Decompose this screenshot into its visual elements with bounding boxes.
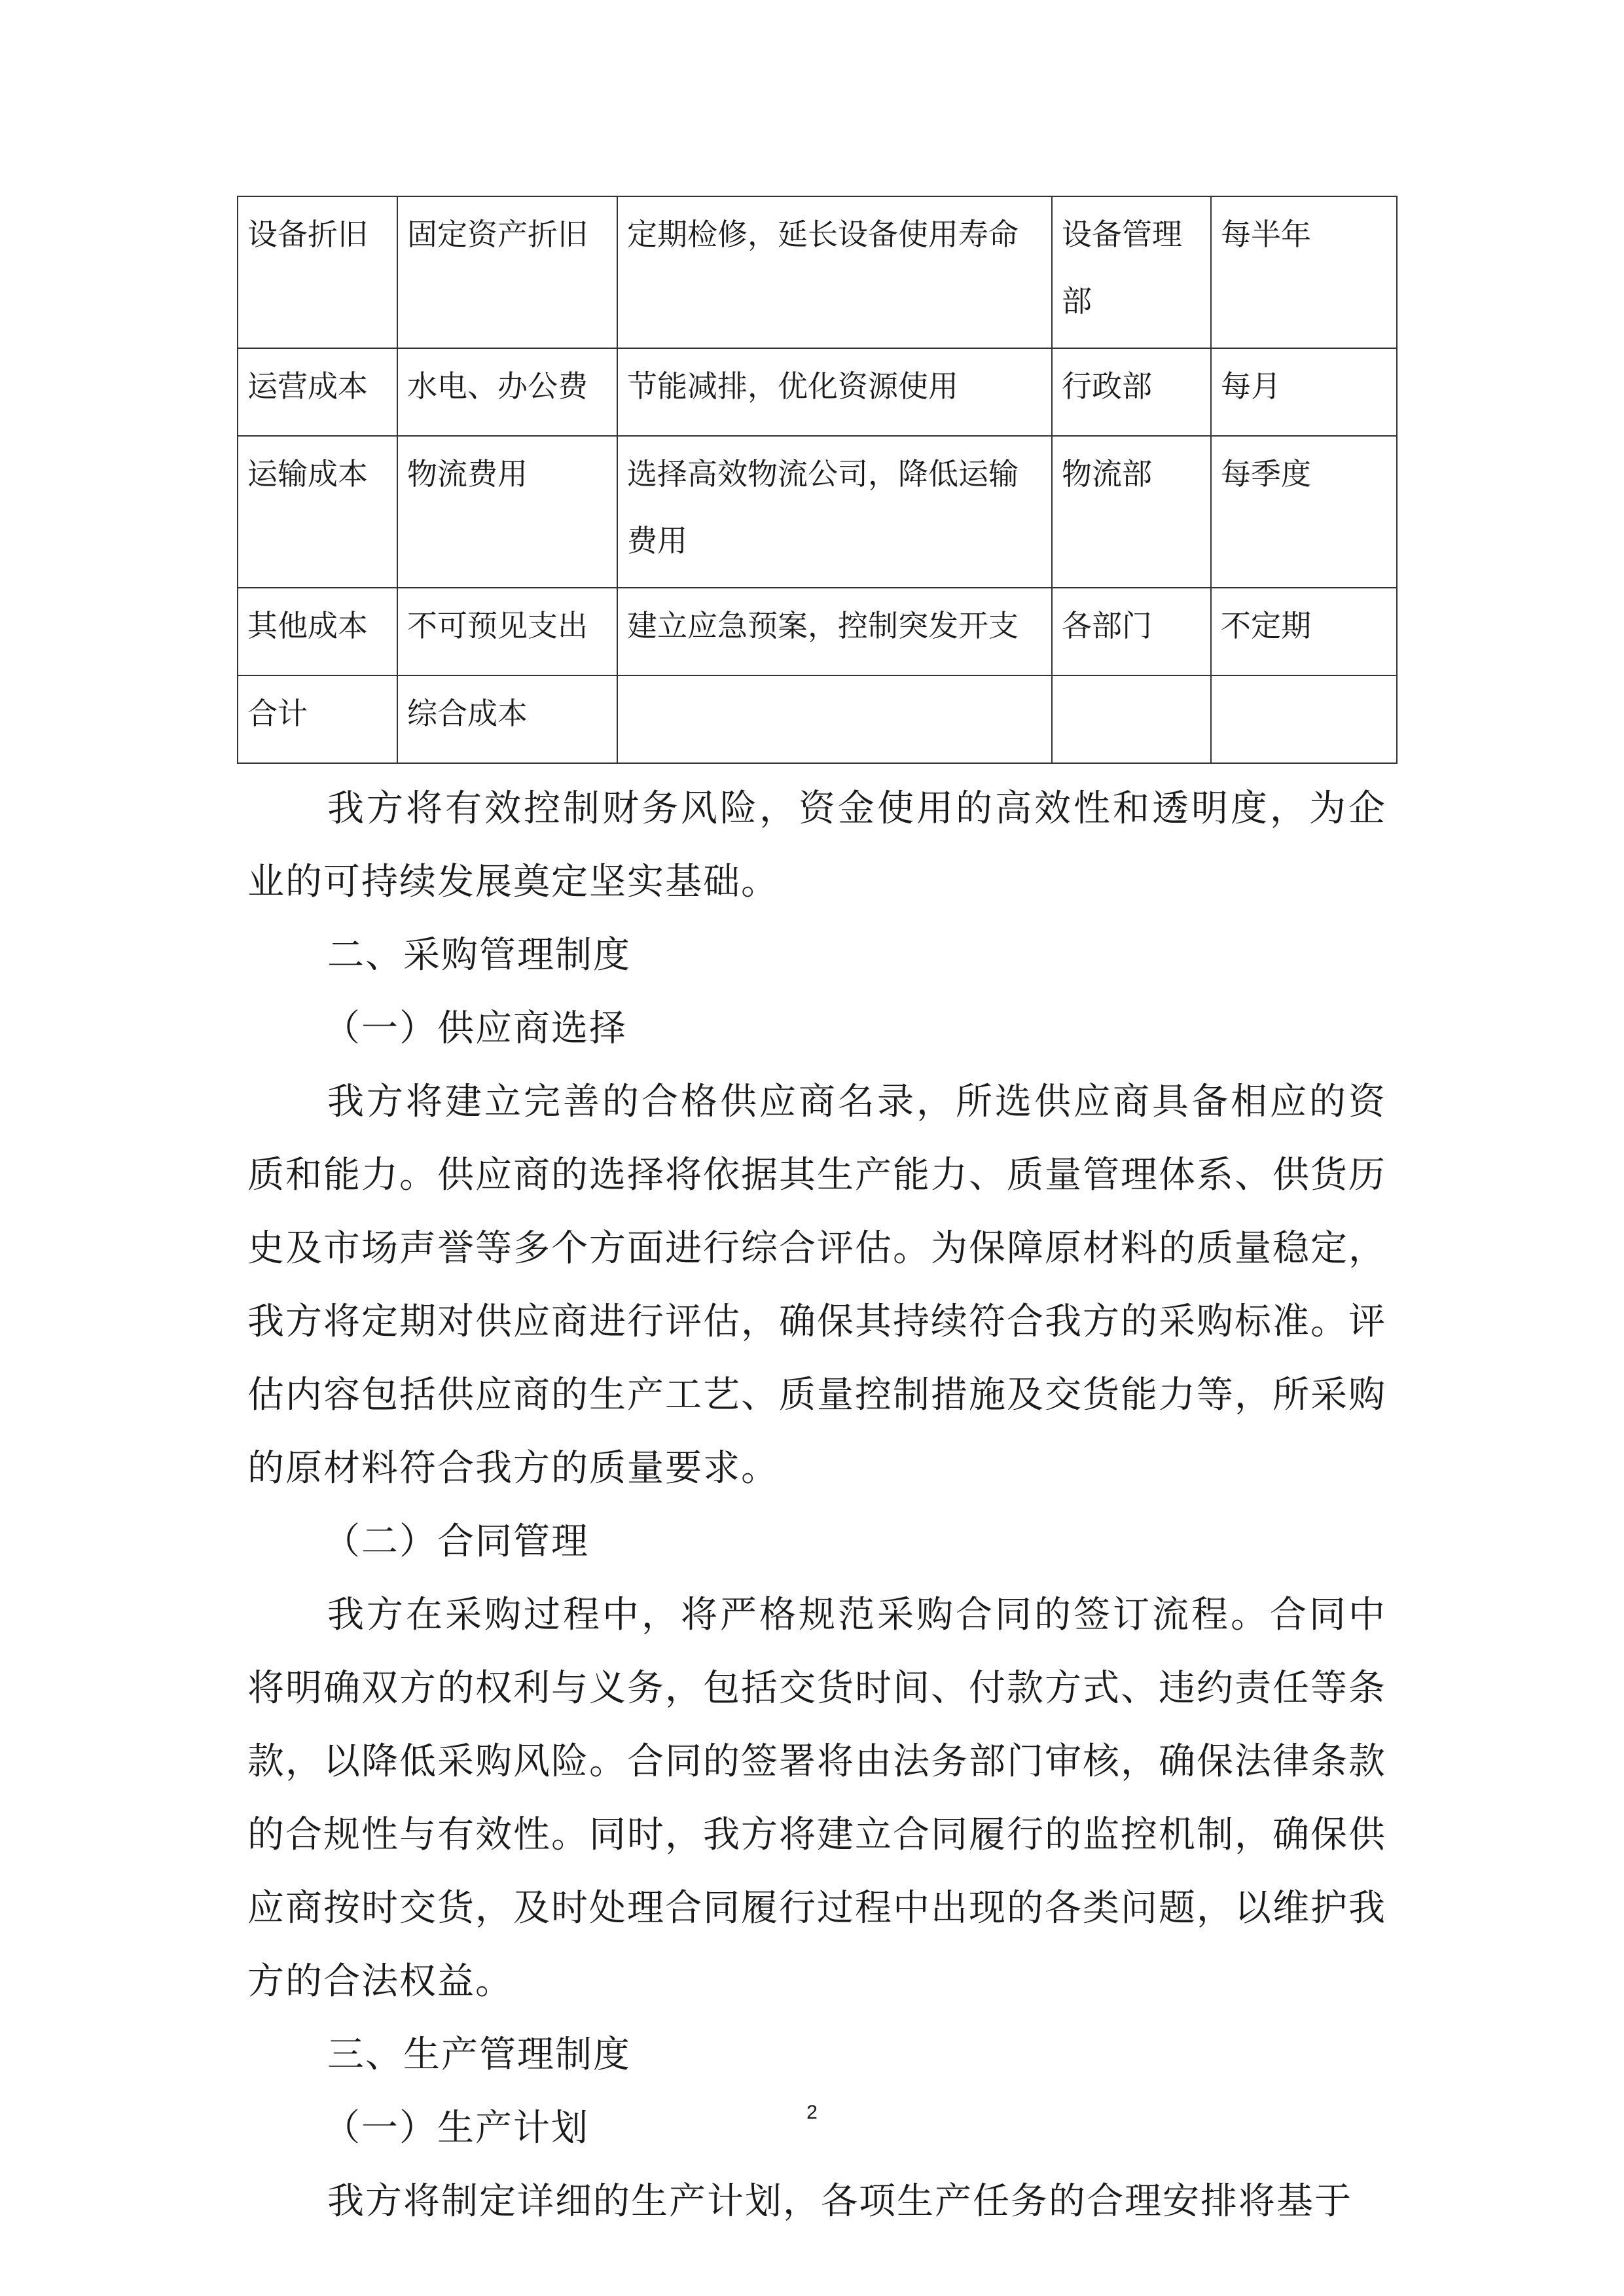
table-cell: 不定期	[1211, 588, 1397, 675]
table-cell: 选择高效物流公司，降低运输费用	[617, 436, 1052, 588]
table-cell	[1052, 675, 1211, 763]
document-body	[247, 772, 1386, 2238]
table-cell: 水电、办公费	[397, 348, 617, 436]
paragraph-plan: 我方将制定详细的生产计划，各项生产任务的合理安排将基于	[327, 2180, 1352, 2223]
table-cell: 综合成本	[397, 675, 617, 763]
table-cell: 其他成本	[238, 588, 397, 675]
table-cell: 固定资产折旧	[397, 196, 617, 348]
cost-control-table	[237, 196, 1398, 764]
table-cell: 不可预见支出	[397, 588, 617, 675]
subsection-heading-supplier: （一）供应商选择	[323, 1007, 627, 1050]
table-cell	[617, 675, 1052, 763]
table-cell: 定期检修，延长设备使用寿命	[617, 196, 1052, 348]
table-cell	[1211, 675, 1397, 763]
table-cell: 建立应急预案，控制突发开支	[617, 588, 1052, 675]
subsection-heading-contract: （二）合同管理	[323, 1520, 589, 1563]
table-cell: 物流费用	[397, 436, 617, 588]
table-cell: 物流部	[1052, 436, 1211, 588]
subsection-heading-plan: （一）生产计划	[323, 2107, 589, 2149]
table-row	[238, 588, 1397, 675]
paragraph-finance: 我方将有效控制财务风险，资金使用的高效性和透明度，为企业的可持续发展奠定坚实基础。	[247, 787, 1386, 903]
section-heading-procurement: 二、采购管理制度	[327, 934, 631, 977]
paragraph-contract: 我方在采购过程中，将严格规范采购合同的签订流程。合同中将明确双方的权利与义务，包括交货时间、付款方式、违约责任等条款，以降低采购风险。合同的签署将由法务部门审核，确保法律条款的合规性与有效性。同时，我方将建立合同履行的监控机制，确保供应商按时交货，及时处理合同履行过程中出现的各类问题，以维护我方的合法权益。	[247, 1594, 1386, 2003]
page-number: 2	[806, 2102, 818, 2123]
table-cell: 每半年	[1211, 196, 1397, 348]
table-row	[238, 348, 1397, 436]
section-heading-production: 三、生产管理制度	[327, 2034, 631, 2076]
table-cell: 设备管理部	[1052, 196, 1211, 348]
table-cell: 每月	[1211, 348, 1397, 436]
table-cell: 各部门	[1052, 588, 1211, 675]
table-cell: 行政部	[1052, 348, 1211, 436]
table-cell: 设备折旧	[238, 196, 397, 348]
table-cell: 节能减排，优化资源使用	[617, 348, 1052, 436]
table-row	[238, 436, 1397, 588]
table-row	[238, 196, 1397, 348]
table-cell: 合计	[238, 675, 397, 763]
table-row-total	[238, 675, 1397, 763]
table-cell: 运输成本	[238, 436, 397, 588]
table-cell: 运营成本	[238, 348, 397, 436]
table-cell: 每季度	[1211, 436, 1397, 588]
paragraph-supplier: 我方将建立完善的合格供应商名录，所选供应商具备相应的资质和能力。供应商的选择将依据其生产能力、质量管理体系、供货历史及市场声誉等多个方面进行综合评估。为保障原材料的质量稳定，我方将定期对供应商进行评估，确保其持续符合我方的采购标准。评估内容包括供应商的生产工艺、质量控制措施及交货能力等，所采购的原材料符合我方的质量要求。	[247, 1081, 1386, 1490]
